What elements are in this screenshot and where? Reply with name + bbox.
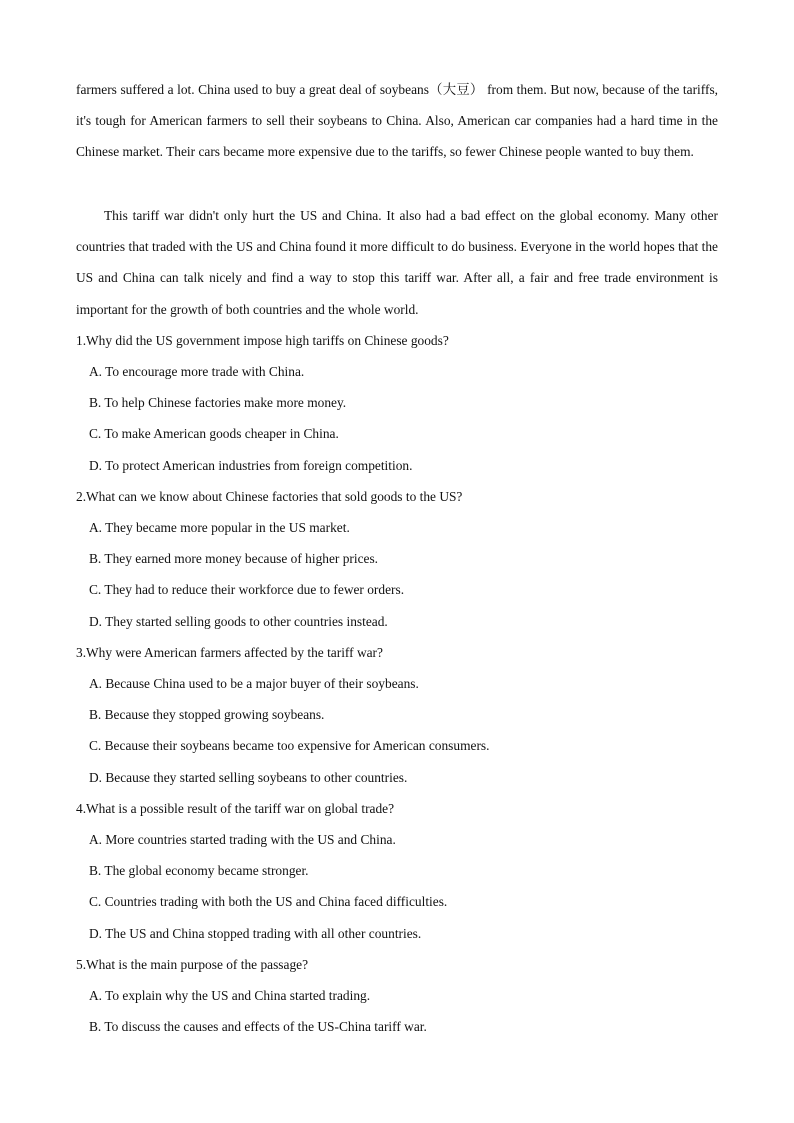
question-3-stem: 3.Why were American farmers affected by the tariff war?: [76, 645, 383, 660]
question-4-option-b: B. The global economy became stronger.: [89, 863, 309, 878]
question-1-option-a: A. To encourage more trade with China.: [89, 364, 305, 379]
question-4-option-d: D. The US and China stopped trading with all other countries.: [89, 926, 422, 941]
question-3-option-c: C. Because their soybeans became too expensive for American consumers.: [89, 738, 490, 753]
question-4-stem: 4.What is a possible result of the tariff war on global trade?: [76, 801, 395, 816]
question-5-option-a: A. To explain why the US and China started trading.: [89, 988, 371, 1003]
question-2-option-a: A. They became more popular in the US market.: [89, 520, 350, 535]
question-4-option-c: C. Countries trading with both the US and China faced difficulties.: [89, 894, 448, 909]
question-2-option-b: B. They earned more money because of higher prices.: [89, 551, 379, 566]
question-5-option-b: B. To discuss the causes and effects of the US-China tariff war.: [89, 1019, 427, 1034]
question-1-option-b: B. To help Chinese factories make more money.: [89, 395, 347, 410]
question-4-option-a: A. More countries started trading with the US and China.: [89, 832, 396, 847]
question-3-option-d: D. Because they started selling soybeans to other countries.: [89, 770, 408, 785]
question-2-option-d: D. They started selling goods to other countries instead.: [89, 614, 388, 629]
passage-paragraph-2: This tariff war didn't only hurt the US and China. It also had a bad effect on the global economy. Many other countries that traded with the US and China found it more difficult to do business. Everyone in the world hopes that the US and China can talk nicely and find a way to stop this tariff war. After all, a fair and free trade environment is important for the growth of both countries and the whole world.: [76, 208, 718, 317]
question-1-option-c: C. To make American goods cheaper in China.: [89, 426, 339, 441]
question-5-stem: 5.What is the main purpose of the passage?: [76, 957, 309, 972]
question-2-stem: 2.What can we know about Chinese factories that sold goods to the US?: [76, 489, 463, 504]
question-3-option-b: B. Because they stopped growing soybeans.: [89, 707, 325, 722]
question-1-option-d: D. To protect American industries from foreign competition.: [89, 458, 413, 473]
question-1-stem: 1.Why did the US government impose high tariffs on Chinese goods?: [76, 333, 449, 348]
passage-paragraph-1: farmers suffered a lot. China used to buy a great deal of soybeans（大豆） from them. But now, because of the tariffs, it's tough for American farmers to sell their soybeans to China. Also, American car companies had a hard time in the Chinese market. Their cars became more expensive due to the tariffs, so fewer Chinese people wanted to buy them.: [76, 82, 718, 160]
question-3-option-a: A. Because China used to be a major buyer of their soybeans.: [89, 676, 419, 691]
question-2-option-c: C. They had to reduce their workforce due to fewer orders.: [89, 582, 405, 597]
